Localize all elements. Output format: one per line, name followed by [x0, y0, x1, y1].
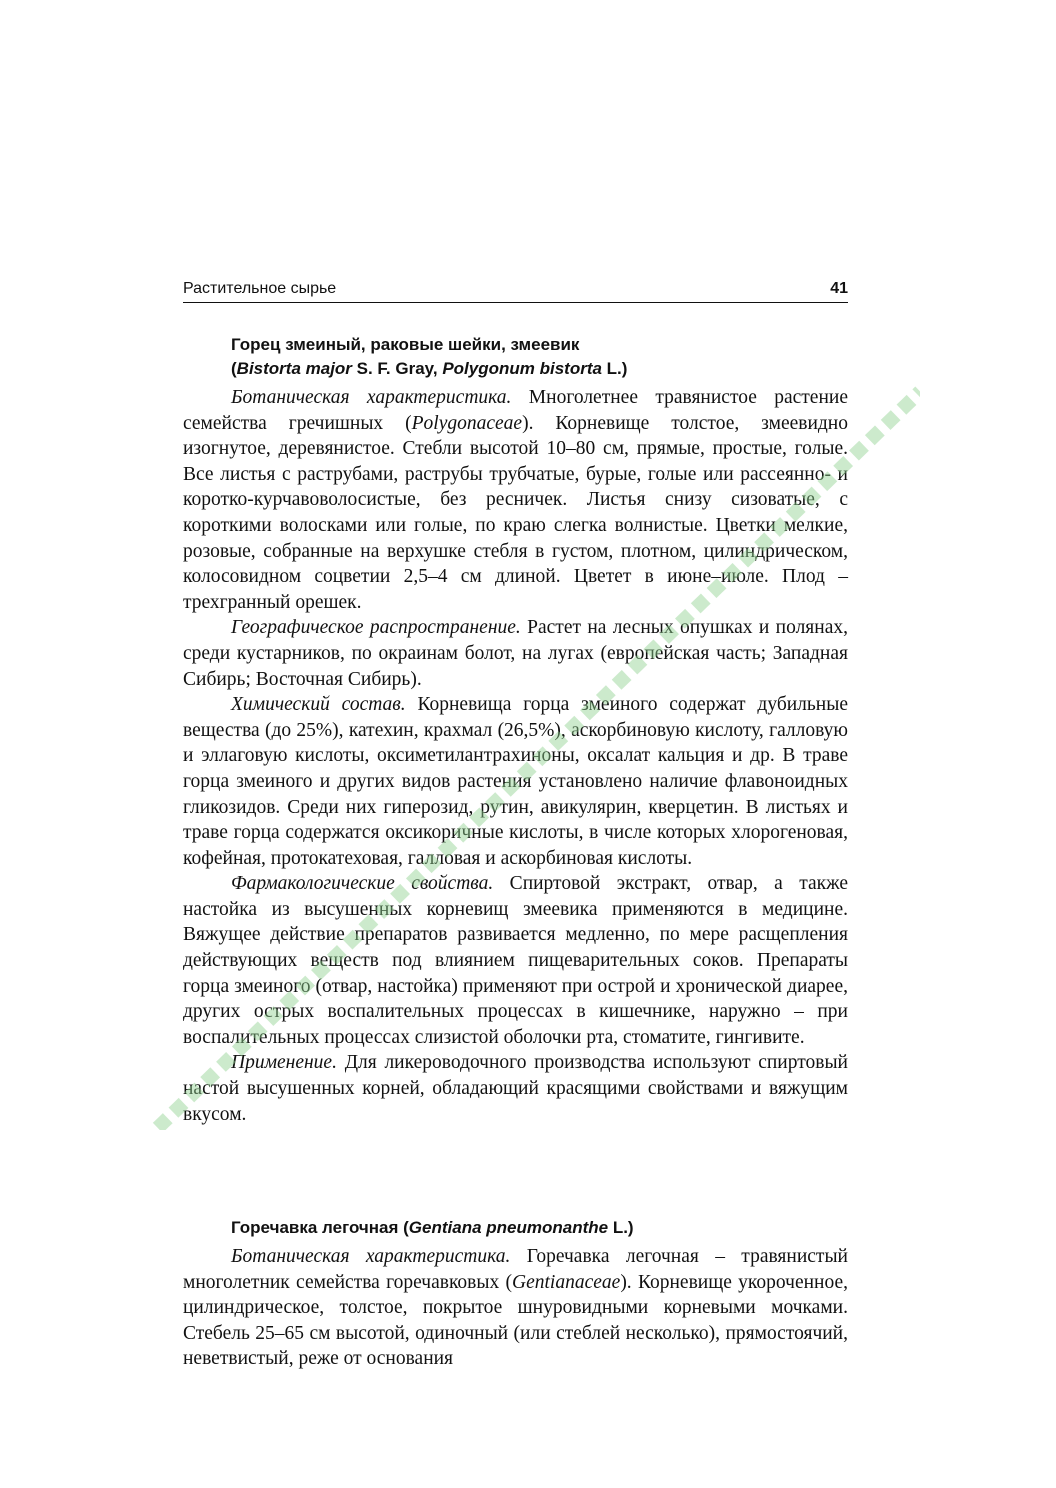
paragraph-application: Применение. Для ликероводочного производства используют спиртовый настой высушенных корней, обладающий красящими свойствами и вяжущим вкусом.: [183, 1052, 848, 1125]
latin-name: Gentiana pneumonanthe: [408, 1218, 609, 1237]
latin-name: Gentianaceae: [512, 1271, 621, 1293]
article-heading: [231, 333, 848, 381]
running-head: [183, 280, 848, 303]
heading-line-2: (Bistorta major S. F. Gray, Polygonum bistorta L.): [231, 359, 628, 378]
paragraph-lead: Географическое распространение.: [231, 617, 521, 639]
paragraph-lead: Применение.: [231, 1052, 337, 1074]
heading-line-1: Горец змеиный, раковые шейки, змеевик: [231, 335, 580, 354]
article-gorets-zmeiny: [183, 333, 848, 1127]
article-gorechavka: [183, 1216, 848, 1372]
running-head-title: Растительное сырье: [183, 280, 337, 297]
latin-name: Polygonaceae: [411, 412, 523, 434]
paragraph-botanical: Ботаническая характеристика. Горечавка легочная – травянистый многолетник семейства горечавковых (Gentianaceae). Корневище укороченное, цилиндрическое, толстое, покрытое шнуровидными корневыми мочками. Стебель 25–65 см высотой, одиночный (или стеблей несколько), прямостоячий, неветвистый, реже от основания: [183, 1246, 849, 1370]
latin-name: Polygonum bistorta: [442, 359, 602, 378]
paragraph-chemistry: Химический состав. Корневища горца змеиного содержат дубильные вещества (до 25%), катехин, крахмал (26,5%), аскорбиновую кислоту, галловую и эллаговую кислоты, оксиметилантрахиноны, оксалат кальция и др. В траве горца змеиного и других видов растения установлено наличие флавоноидных гликозидов. Среди них гиперозид, рутин, авикулярин, кверцетин. В листьях и траве горца содержатся оксикоричные кислоты, в числе которых хлорогеновая, кофейная, протокатеховая, галловая и аскорбиновая кислоты.: [183, 694, 848, 869]
paragraph-lead: Ботаническая характеристика.: [231, 387, 512, 408]
paragraph-pharmacology: Фармакологические свойства. Спиртовой экстракт, отвар, а также настойка из высушенных корневищ змеевика применяются в медицине. Вяжущее действие препаратов развивается медленно, по мере расщепления действующих веществ под влиянием пищеварительных соков. Препараты горца змеиного (отвар, настойка) применяют при острой и хронической диарее, других острых воспалительных процессах в кишечнике, наружно – при воспалительных процессах слизистой оболочки рта, стоматите, гингивите.: [183, 873, 848, 1048]
article-heading: Горечавка легочная (Gentiana pneumonanthe L.): [231, 1218, 634, 1237]
paragraph-lead: Фармакологические свойства.: [231, 873, 494, 895]
page-number: 41: [830, 280, 848, 297]
paragraph-geography: Географическое распространение. Растет на лесных опушках и полянах, среди кустарников, по окраинам болот, на лугах (европейская часть; Западная Сибирь; Восточная Сибирь).: [183, 617, 848, 690]
paragraph-lead: Ботаническая характеристика.: [231, 1246, 511, 1267]
paragraph-lead: Химический состав.: [231, 694, 406, 716]
paragraph-botanical: Ботаническая характеристика. Многолетнее травянистое растение семейства гречишных (Polygonaceae). Корневище толстое, змеевидно изогнутое, деревянистое. Стебли высотой 10–80 см, прямые, простые, голые. Все листья с раструбами, раструбы трубчатые, бурые, голые или рассеянно- и коротко-курчавоволосистые, без ресничек. Листья снизу сизоватые, с короткими волосками или голые, по краю слегка волнистые. Цветки мелкие, розовые, собранные на верхушке стебля в густом, плотном, цилиндрическом, колосовидном соцветии 2,5–4 см длиной. Цветет в июне–июле. Плод – трехгранный орешек.: [183, 387, 848, 613]
latin-name: Bistorta major: [236, 359, 352, 378]
